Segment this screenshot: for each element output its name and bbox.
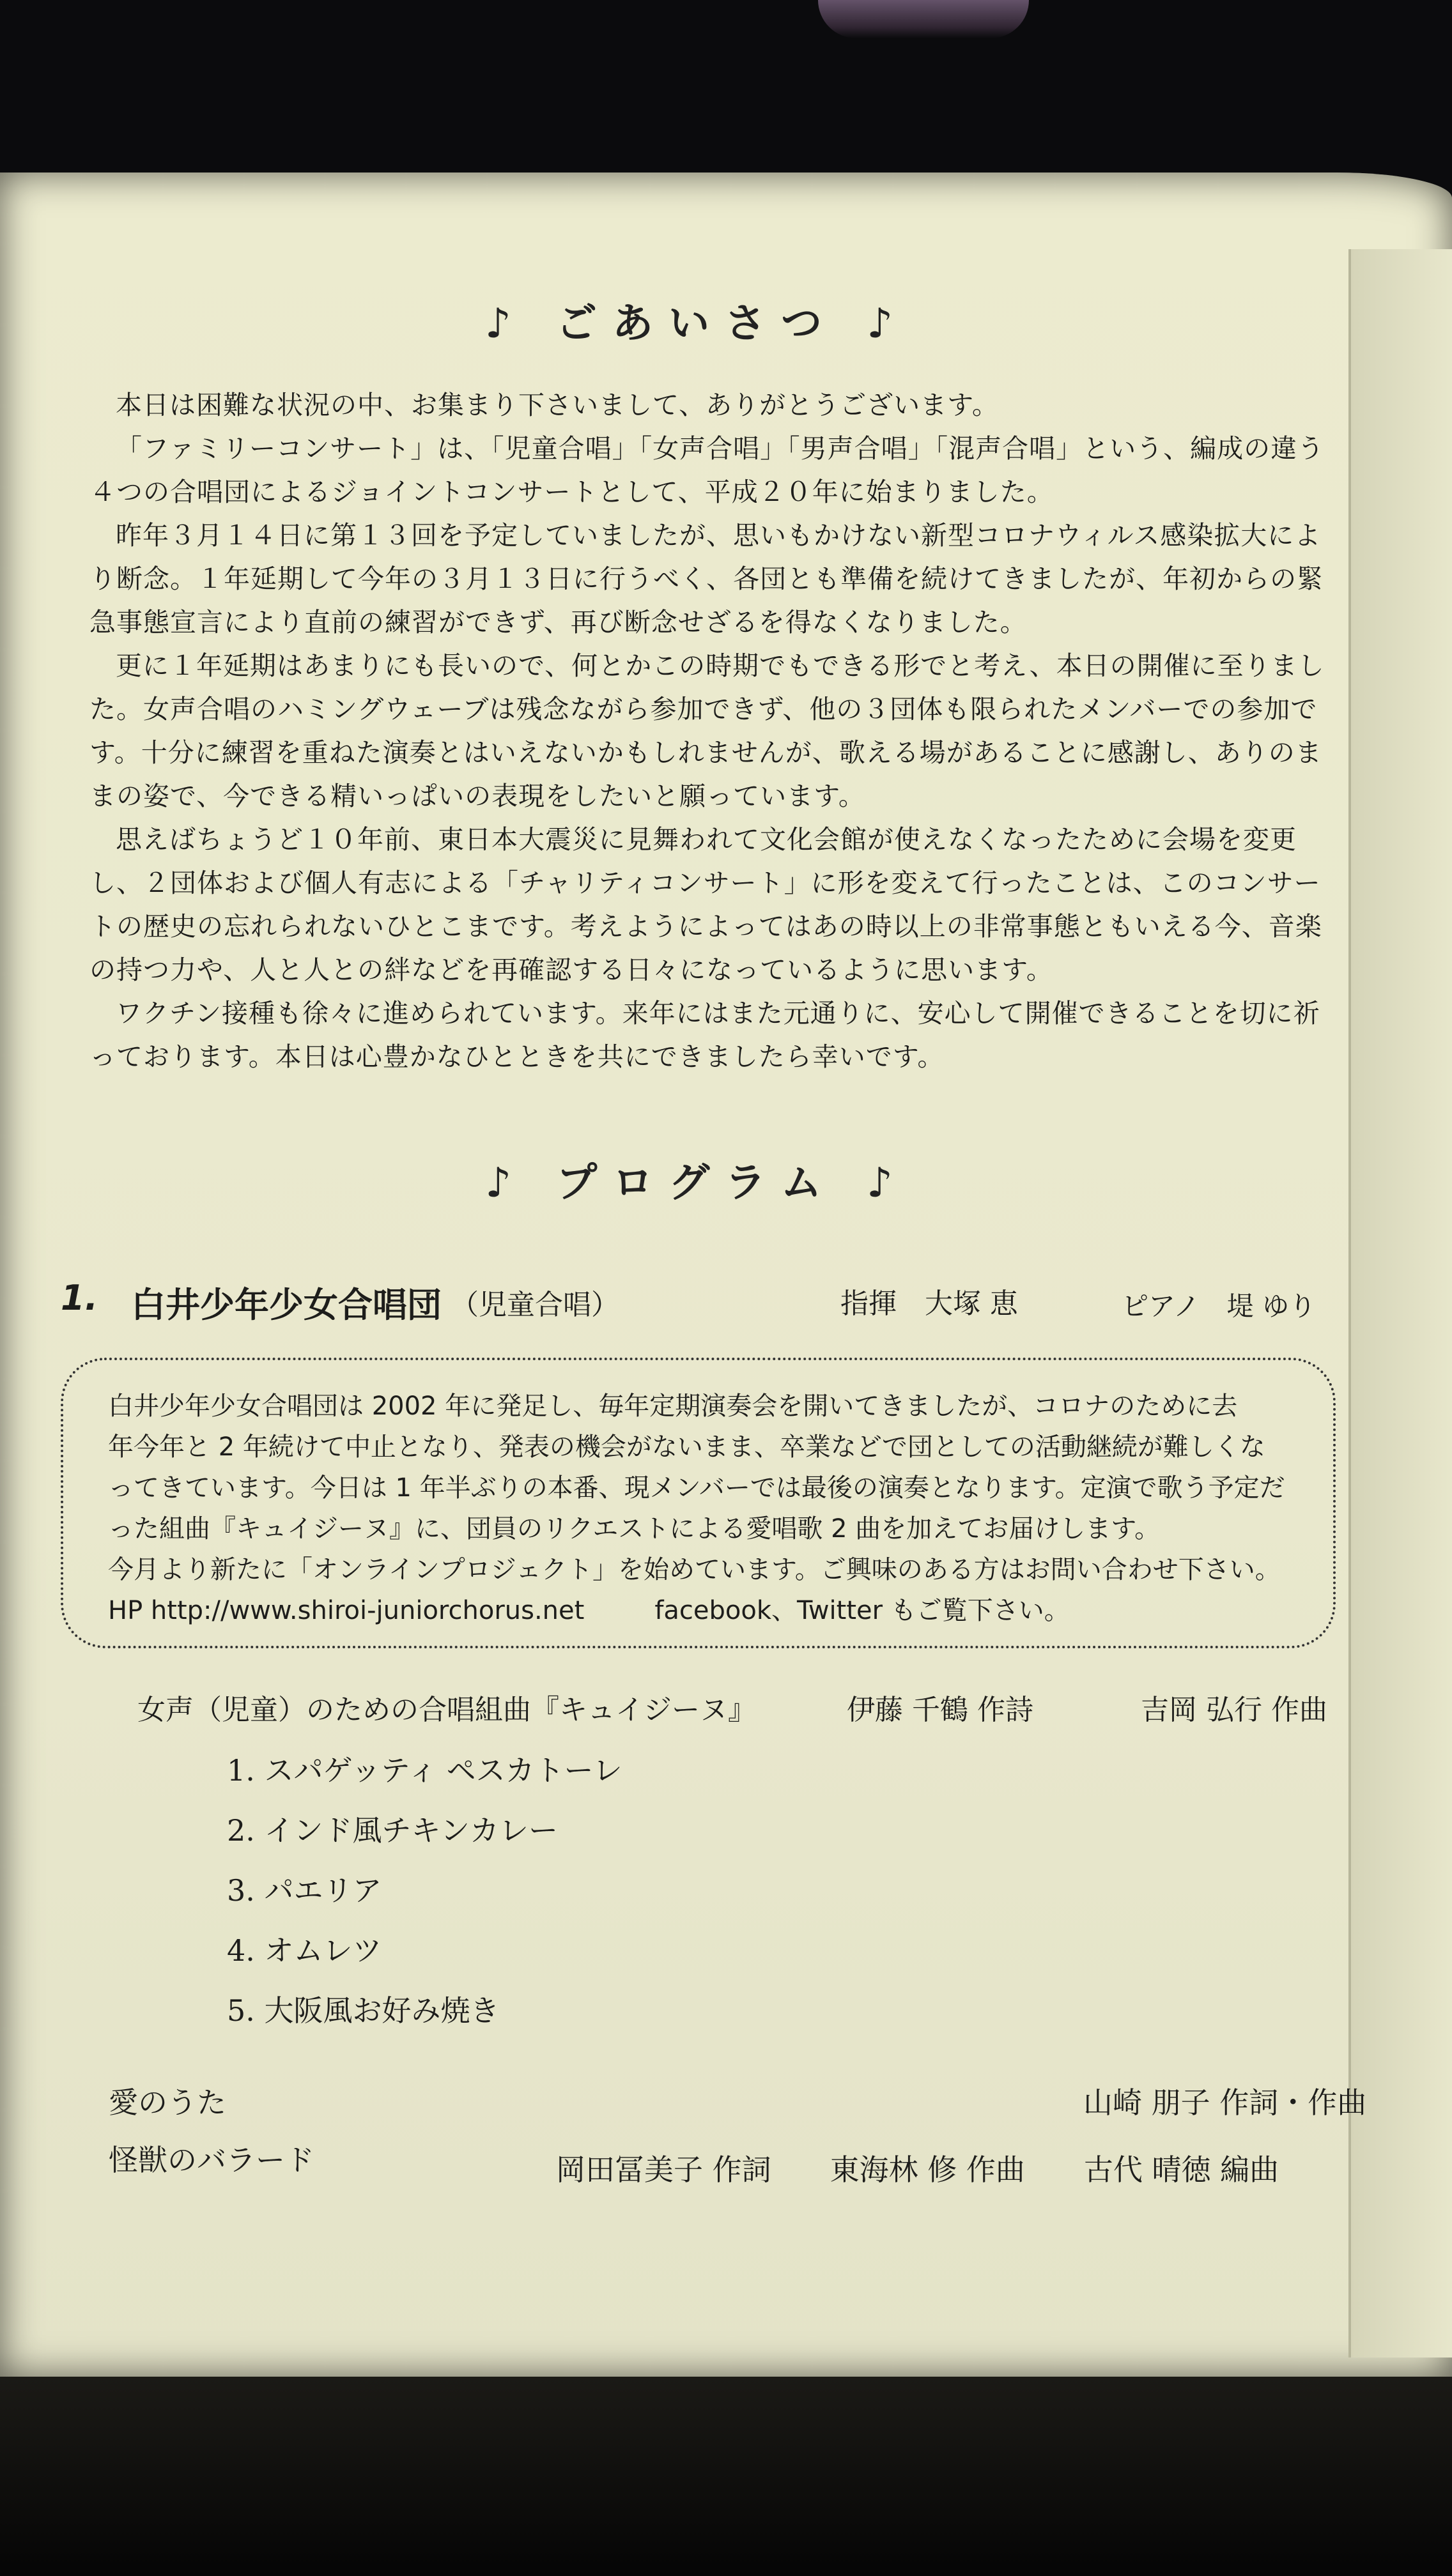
pianist: ピアノ 堤 ゆり xyxy=(1122,1291,1316,1322)
suite-header xyxy=(137,1687,1352,1738)
song-item: 2. インド風チキンカレー xyxy=(227,1813,559,1848)
song-item: 3. パエリア xyxy=(227,1873,382,1908)
extra-song-credit: 山崎 朋子 作詞・作曲 xyxy=(1083,2085,1367,2120)
suite-composer: 吉岡 弘行 作曲 xyxy=(1141,1694,1327,1726)
greeting-paragraph: 昨年３月１４日に第１３回を予定していましたが、思いもかけない新型コロナウィルス感染拡大により断念。１年延期して今年の３月１３日に行うべく、各団とも準備を続けてきましたが、年初からの緊急事態宣言により直前の練習ができず、再び断念せざるを得なくなりました。 xyxy=(89,520,1324,638)
conductor: 指揮 大塚 恵 xyxy=(840,1287,1018,1320)
greeting-paragraph: 本日は困難な状況の中、お集まり下さいまして、ありがとうございます。 xyxy=(116,390,999,420)
suite-lyricist: 伊藤 千鶴 作詩 xyxy=(847,1694,1033,1726)
extra-song-credit: 岡田冨美子 作詞 東海林 修 作曲 古代 晴徳 編曲 xyxy=(556,2152,1279,2187)
greeting-paragraph: ワクチン接種も徐々に進められています。来年にはまた元通りに、安心して開催できることを切に祈っております。本日は心豊かなひとときを共にできましたら幸いです。 xyxy=(89,998,1320,1072)
info-line: 年今年と 2 年続けて中止となり、発表の機会がないまま、卒業などで団としての活動継続が難しくな xyxy=(108,1432,1265,1462)
greeting-paragraph: 更に１年延期はあまりにも長いので、何とかこの時期でもできる形でと考え、本日の開催に至りました。女声合唱のハミングウェーブは残念ながら参加できず、他の３団体も限られたメンバーでの参加です。十分に練習を重ねた演奏とはいえないかもしれませんが、歌える場があることに感謝し、ありのままの姿で、今できる精いっぱいの表現をしたいと願っています。 xyxy=(89,650,1325,811)
song-item: 5. 大阪風お好み焼き xyxy=(227,1993,500,2028)
info-line: った組曲『キュイジーヌ』に、団員のリクエストによる愛唱歌 2 曲を加えてお届けします。 xyxy=(108,1514,1161,1544)
suite-song-list xyxy=(227,1747,622,2048)
background-object xyxy=(818,0,1029,38)
contact-line xyxy=(108,1590,1295,1631)
program-title: ♪ プログラム ♪ xyxy=(485,1159,908,1207)
song-item: 1. スパゲッティ ペスカトーレ xyxy=(227,1753,622,1788)
info-line: 白井少年少女合唱団は 2002 年に発足し、毎年定期演奏会を開いてきましたが、コロナのために去 xyxy=(108,1392,1238,1421)
song-item: 4. オムレツ xyxy=(227,1933,382,1968)
choir-info-box xyxy=(61,1358,1336,1648)
choir-category: （児童合唱） xyxy=(451,1289,619,1321)
greeting-paragraph: 「ファミリーコンサート」は、「児童合唱」「女声合唱」「男声合唱」「混声合唱」という、編成の違う４つの合唱団によるジョイントコンサートとして、平成２０年に始まりました。 xyxy=(89,433,1325,507)
extra-song-title: 怪獣のバラード xyxy=(109,2143,314,2177)
program-item-header xyxy=(61,1271,1332,1329)
extra-song-title: 愛のうた xyxy=(109,2085,226,2120)
greeting-title: ♪ ごあいさつ ♪ xyxy=(484,300,909,348)
next-page-edge xyxy=(1348,249,1452,2358)
program-item-number: 1. xyxy=(61,1278,98,1318)
suite-title: 女声（児童）のための合唱組曲『キュイジーヌ』 xyxy=(137,1694,756,1726)
greeting-body xyxy=(89,383,1336,1078)
background-surface xyxy=(0,2377,1452,2576)
info-line: 今月より新たに「オンラインプロジェクト」を始めています。ご興味のある方はお問い合わせ下さい。 xyxy=(108,1555,1281,1584)
sns-note: facebook、Twitter もご覧下さい。 xyxy=(654,1596,1070,1625)
choir-name: 白井少年少女合唱団 xyxy=(131,1285,442,1325)
homepage-url: HP http://www.shiroi-juniorchorus.net xyxy=(108,1596,585,1625)
info-line: ってきています。今日は 1 年半ぶりの本番、現メンバーでは最後の演奏となります。定演で歌う予定だ xyxy=(108,1473,1285,1503)
greeting-paragraph: 思えばちょうど１０年前、東日本大震災に見舞われて文化会館が使えなくなったために会場を変更し、２団体および個人有志による「チャリティコンサート」に形を変えて行ったことは、このコンサートの歴史の忘れられないひとこまです。考えようによってはあの時以上の非常事態ともいえる今、音楽の持つ力や、人と人との絆などを再確認する日々になっているように思います。 xyxy=(89,824,1322,985)
